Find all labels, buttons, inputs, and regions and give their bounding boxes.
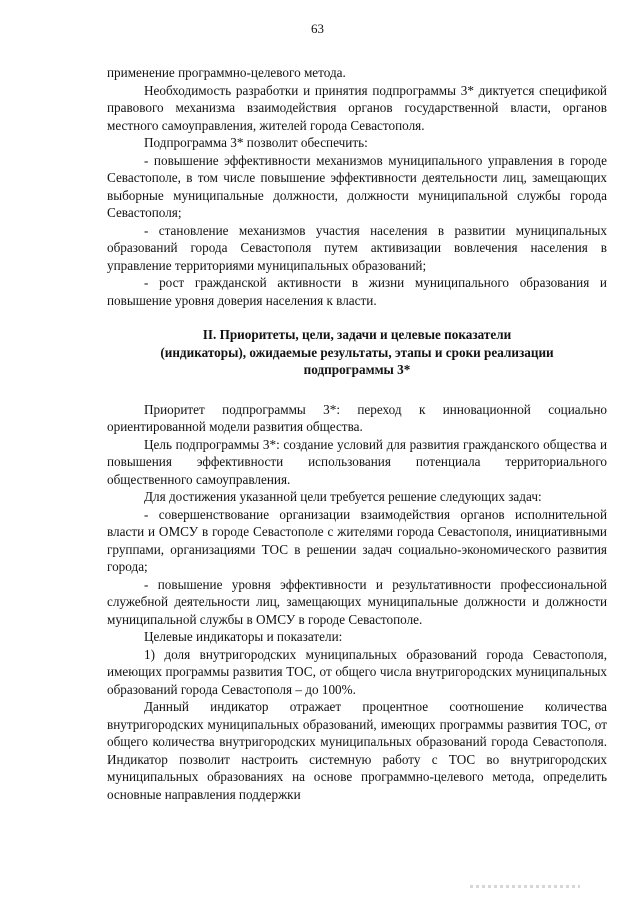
paragraph: Необходимость разработки и принятия подпрограммы 3* диктуется спецификой правового механизма взаимодействия органов государственной власти, органов местного самоуправления, жителей города Севастополя. bbox=[107, 82, 607, 133]
paragraph: Цель подпрограммы 3*: создание условий для развития гражданского общества и повышения эффективности использования потенциала территориального общественного самоуправления. bbox=[107, 436, 607, 487]
page-number: 63 bbox=[311, 21, 324, 36]
section-heading-line: (индикаторы), ожидаемые результаты, этапы и сроки реализации bbox=[160, 344, 554, 360]
list-item: - становление механизмов участия населения в развитии муниципальных образований города Севастополя путем активизации вовлечения населения в управление территориями муниципальных образований; bbox=[107, 222, 607, 273]
list-item: - рост гражданской активности в жизни муниципального образования и повышение уровня доверия населения к власти. bbox=[107, 275, 607, 308]
list-item: - совершенствование организации взаимодействия органов исполнительной власти и ОМСУ в городе Севастополе с жителями города Севастополя, инициативными группами, организациями ТОС в решении задач социально-экономического развития города; bbox=[107, 506, 607, 574]
paragraph: Для достижения указанной цели требуется решение следующих задач: bbox=[144, 489, 542, 504]
paragraph: Данный индикатор отражает процентное соотношение количества внутригородских муниципальных образований, имеющих программы развития ТОС, от общего количества внутригородских муниципальных образований города Севастополя. Индикатор позволит настроить системную работу с ТОС во внутригородских муниципальных образованиях на основе программно-целевого метода, определить основные направления поддержки bbox=[107, 699, 607, 802]
list-item: 1) доля внутригородских муниципальных образований города Севастополя, имеющих программы развития ТОС, от общего числа внутригородских муниципальных образований города Севастополя – до 100%. bbox=[107, 646, 607, 697]
paragraph: Целевые индикаторы и показатели: bbox=[144, 629, 343, 644]
scan-artifact bbox=[470, 885, 580, 888]
document-body bbox=[107, 64, 607, 803]
list-item: - повышение эффективности механизмов муниципального управления в городе Севастополе, в том числе повышение эффективности деятельности лиц, замещающих выборные муниципальные должности, должности муниципальной службы города Севастополя; bbox=[107, 152, 607, 220]
paragraph: применение программно-целевого метода. bbox=[107, 65, 346, 80]
section-heading-line: подпрограммы 3* bbox=[303, 362, 411, 377]
paragraph: Приоритет подпрограммы 3*: переход к инновационной социально ориентированной модели развития общества. bbox=[107, 401, 607, 434]
section-heading-line: II. Приоритеты, цели, задачи и целевые показатели bbox=[202, 327, 512, 342]
list-item: - повышение уровня эффективности и результативности профессиональной служебной деятельности лиц, замещающих муниципальные должности и должности муниципальной службы в ОМСУ в городе Севастополе. bbox=[107, 576, 607, 627]
section-heading bbox=[107, 326, 607, 379]
paragraph: Подпрограмма 3* позволит обеспечить: bbox=[144, 135, 368, 150]
